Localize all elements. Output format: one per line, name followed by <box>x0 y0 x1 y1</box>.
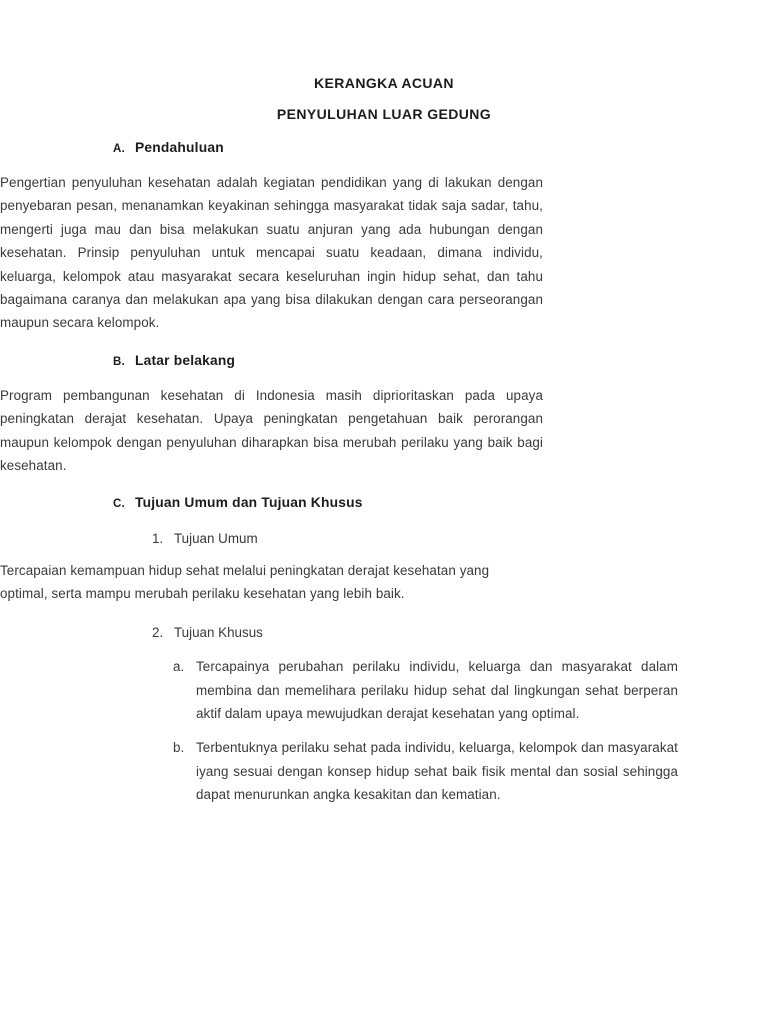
lettered-marker-a: a. <box>173 659 185 675</box>
section-title-b: Latar belakang <box>135 352 236 368</box>
numbered-item-tujuan-umum <box>0 527 768 605</box>
section-pendahuluan <box>0 140 768 335</box>
paragraph-tujuan-umum: Tercapaian kemampuan hidup sehat melalui peningkatan derajat kesehatan yang optimal, serta mampu merubah perilaku kesehatan yang lebih baik. <box>0 562 490 602</box>
document-subtitle: PENYULUHAN LUAR GEDUNG <box>276 106 492 122</box>
lettered-item-b <box>173 736 768 806</box>
paragraph-latar-belakang: Program pembangunan kesehatan di Indonesia masih diprioritaskan pada upaya peningkatan derajat kesehatan. Upaya peningkatan pengetahuan baik perorangan maupun kelompok dengan penyuluhan diharapkan bisa merubah perilaku yang baik bagi kesehatan. <box>0 387 543 474</box>
paragraph-pendahuluan: Pengertian penyuluhan kesehatan adalah kegiatan pendidikan yang di lakukan dengan penyebaran pesan, menanamkan keyakinan sehingga masyarakat tidak saja sadar, tahu, mengerti juga mau dan bisa melakukan suatu anjuran yang ada hubungan dengan kesehatan. Prinsip penyuluhan untuk mencapai suatu keadaan, dimana individu, keluarga, kelompok atau masyarakat secara keseluruhan ingin hidup sehat, dan tahu bagaimana caranya dan melakukan apa yang bisa dilakukan dengan cara perseorangan maupun secara kelompok. <box>0 175 543 331</box>
numbered-heading-2 <box>152 621 768 644</box>
document-title: KERANGKA ACUAN <box>314 75 454 91</box>
section-heading-b <box>113 353 768 370</box>
section-marker-b: B. <box>113 355 126 368</box>
numbered-marker-1: 1. <box>152 531 164 547</box>
lettered-item-a <box>173 655 768 725</box>
lettered-text-b: Terbentuknya perilaku sehat pada individu, keluarga, kelompok dan masyarakat iyang sesuai dengan konsep hidup sehat baik fisik mental dan sosial sehingga dapat menurunkan angka kesakitan dan kematian. <box>196 740 678 803</box>
numbered-title-2: Tujuan Khusus <box>174 624 263 640</box>
numbered-heading-1 <box>152 527 768 550</box>
section-heading-a <box>113 140 768 157</box>
section-marker-c: C. <box>113 498 126 511</box>
lettered-marker-b: b. <box>173 740 185 756</box>
numbered-marker-2: 2. <box>152 624 164 640</box>
section-title-c: Tujuan Umum dan Tujuan Khusus <box>135 495 363 511</box>
numbered-title-1: Tujuan Umum <box>174 531 258 547</box>
section-tujuan <box>0 495 768 806</box>
section-latar-belakang <box>0 353 768 478</box>
section-title-a: Pendahuluan <box>135 140 224 155</box>
section-marker-a: A. <box>113 143 126 155</box>
section-heading-c <box>113 495 768 512</box>
lettered-text-a: Tercapainya perubahan perilaku individu, keluarga dan masyarakat dalam membina dan memelihara perilaku hidup sehat dal lingkungan sehat berperan aktif dalam upaya mewujudkan derajat kesehatan yang optimal. <box>196 659 678 721</box>
numbered-item-tujuan-khusus <box>0 621 768 807</box>
